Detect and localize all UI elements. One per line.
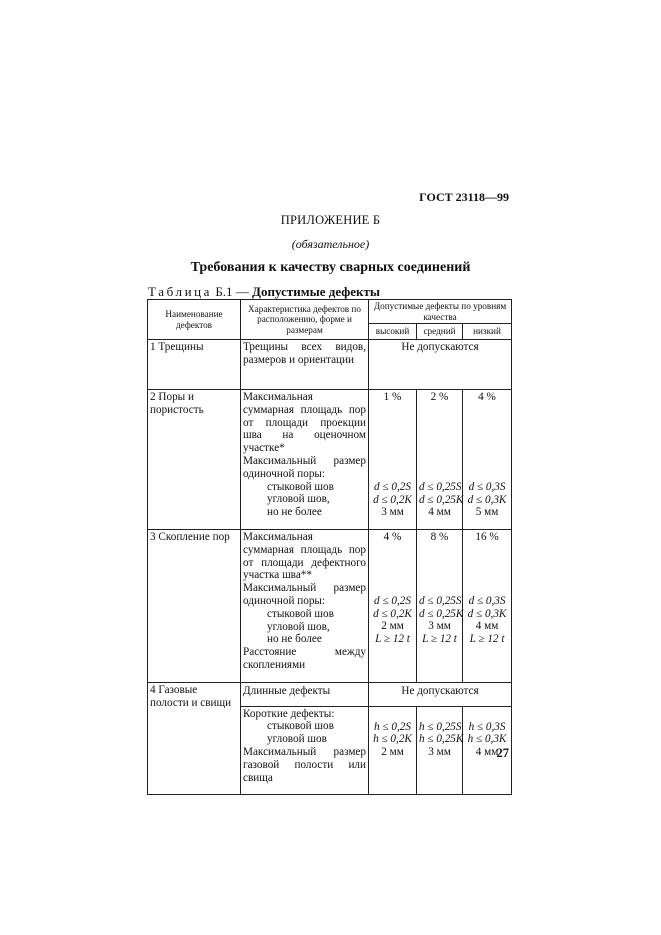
cluster-low-max: 4 мм xyxy=(475,620,499,633)
header-level-high: высокий xyxy=(369,324,417,340)
cluster-high-butt: d ≤ 0,2S xyxy=(374,594,411,607)
gas-butt-label: стыковой шов xyxy=(267,720,334,733)
gas-short-defects-desc xyxy=(241,706,369,795)
table-caption-name: Допустимые дефекты xyxy=(252,284,381,299)
cluster-fillet-label: угловой шов, xyxy=(267,620,330,633)
pores-medium-pct: 2 % xyxy=(430,391,449,403)
gas-low-butt: h ≤ 0,3S xyxy=(468,720,506,733)
pores-low-butt: d ≤ 0,3S xyxy=(468,480,506,493)
page-number: 27 xyxy=(496,746,509,760)
standard-designation: ГОСТ 23118—99 xyxy=(419,190,509,204)
header-defect-characteristic: Характеристика дефектов по расположению, форме и размерам xyxy=(241,300,369,340)
gas-long-defects-desc: Длинные дефекты xyxy=(241,682,369,706)
table-row xyxy=(148,340,512,390)
cluster-medium-pct: 8 % xyxy=(430,530,449,543)
table-row xyxy=(148,390,512,530)
pores-medium xyxy=(417,390,463,530)
pores-max-label: но не более xyxy=(267,506,322,519)
gas-fillet-label: угловой шов xyxy=(267,733,327,746)
gas-high-butt: h ≤ 0,2S xyxy=(374,720,411,733)
pores-medium-max: 4 мм xyxy=(428,506,451,519)
pores-high-pct: 1 % xyxy=(383,391,402,403)
gas-high xyxy=(369,706,417,795)
cluster-medium-fillet: d ≤ 0,25K xyxy=(419,607,464,620)
row-pore-cluster-desc xyxy=(241,529,369,682)
cluster-high-max: 2 мм xyxy=(381,620,404,633)
cluster-low-fillet: d ≤ 0,3K xyxy=(467,607,507,620)
gas-medium-fillet: h ≤ 0,25K xyxy=(419,733,464,746)
row-gas-cavities-name: 4 Газовые полости и свищи xyxy=(148,682,241,795)
pores-high-butt: d ≤ 0,2S xyxy=(374,480,411,493)
pores-medium-butt: d ≤ 0,25S xyxy=(419,480,462,493)
pores-size-text: Максимальный размер одиночной поры: xyxy=(243,454,366,480)
pores-high-fillet: d ≤ 0,2K xyxy=(373,493,412,506)
pores-area-text: Максимальная суммарная площадь пор от площади проекции шва на оценочном участке* xyxy=(243,391,366,455)
pores-low-fillet: d ≤ 0,3K xyxy=(467,493,507,506)
cluster-high-fillet: d ≤ 0,2K xyxy=(373,607,412,620)
appendix-title: ПРИЛОЖЕНИЕ Б xyxy=(280,213,381,227)
pores-high-max: 3 мм xyxy=(381,506,404,519)
pores-fillet-label: угловой шов, xyxy=(267,493,330,506)
table-header-row xyxy=(148,300,512,324)
table-row xyxy=(148,682,512,706)
cluster-area-text: Максимальная суммарная площадь пор от площади дефектного участка шва** xyxy=(243,530,366,582)
pores-low-max: 5 мм xyxy=(475,506,499,519)
cluster-high-pct: 4 % xyxy=(383,530,402,543)
cluster-high xyxy=(369,529,417,682)
cluster-high-dist: L ≥ 12 t xyxy=(375,633,410,646)
cluster-low-pct: 16 % xyxy=(475,530,499,543)
cluster-low-dist: L ≥ 12 t xyxy=(469,633,505,646)
row-cracks-value: Не допускаются xyxy=(369,340,512,390)
cluster-low xyxy=(463,529,512,682)
gas-medium-butt: h ≤ 0,25S xyxy=(419,720,462,733)
cluster-size-text: Максимальный размер одиночной поры: xyxy=(243,582,366,607)
table-caption xyxy=(148,284,380,300)
row-pores-name: 2 Поры и пористость xyxy=(148,390,241,530)
section-title: Требования к качеству сварных соединений xyxy=(190,260,471,275)
gas-high-fillet: h ≤ 0,2K xyxy=(373,733,412,746)
gas-long-defects-value: Не допускаются xyxy=(369,682,512,706)
row-pore-cluster-name: 3 Скопление пор xyxy=(148,529,241,682)
table-caption-number: Б.1 — xyxy=(215,284,249,299)
pores-butt-label: стыковой шов xyxy=(267,480,334,493)
row-cracks-desc: Трещины всех видов, размеров и ориентации xyxy=(241,340,369,390)
gas-medium xyxy=(417,706,463,795)
appendix-status: (обязательное) xyxy=(291,237,370,251)
gas-low-fillet: h ≤ 0,3K xyxy=(467,733,507,746)
header-level-low: низкий xyxy=(463,324,512,340)
cluster-butt-label: стыковой шов xyxy=(267,607,334,620)
pores-low xyxy=(463,390,512,530)
cluster-medium-butt: d ≤ 0,25S xyxy=(419,594,462,607)
pores-medium-fillet: d ≤ 0,25K xyxy=(419,493,464,506)
table-row xyxy=(148,529,512,682)
header-quality-levels: Допустимые дефекты по уровням качества xyxy=(369,300,512,324)
cluster-max-label: но не более xyxy=(267,633,322,646)
pores-low-pct: 4 % xyxy=(478,391,496,403)
header-level-medium: средний xyxy=(417,324,463,340)
row-cracks-name: 1 Трещины xyxy=(148,340,241,390)
gas-high-max: 2 мм xyxy=(381,746,404,759)
cluster-medium-max: 3 мм xyxy=(428,620,451,633)
gas-short-defects-label: Короткие дефекты: xyxy=(243,707,335,720)
cluster-distance-text: Расстояние между скоплениями xyxy=(243,646,366,671)
gas-low-max: 4 мм xyxy=(475,746,499,759)
gas-medium-max: 3 мм xyxy=(428,746,451,759)
header-defect-name: Наименование дефектов xyxy=(148,300,241,340)
cluster-medium-dist: L ≥ 12 t xyxy=(422,633,457,646)
row-pores-desc xyxy=(241,390,369,530)
cluster-medium xyxy=(417,529,463,682)
defects-table xyxy=(147,299,512,795)
gas-max-size-text: Максимальный размер газовой полости или свища xyxy=(243,745,366,784)
pores-high xyxy=(369,390,417,530)
cluster-low-butt: d ≤ 0,3S xyxy=(468,594,506,607)
table-caption-label: Таблица xyxy=(148,284,213,299)
